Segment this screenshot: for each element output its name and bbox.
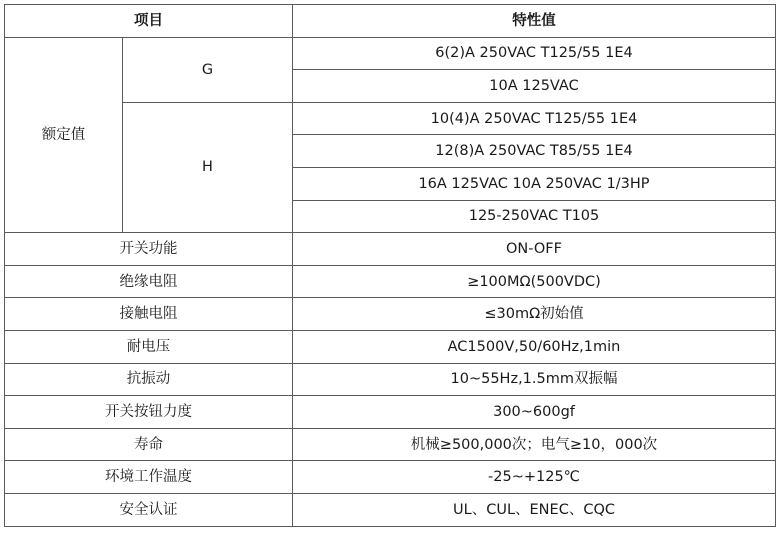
- row-value: AC1500V,50/60Hz,1min: [293, 330, 776, 363]
- row-value: ≤30mΩ初始值: [293, 298, 776, 331]
- rated-h-value: 12(8)A 250VAC T85/55 1E4: [293, 135, 776, 168]
- table-row: [5, 363, 776, 396]
- table-row: [5, 37, 776, 70]
- table-row: [5, 493, 776, 526]
- row-value: 300~600gf: [293, 396, 776, 429]
- row-label: 接触电阻: [5, 298, 293, 331]
- header-item: 项目: [5, 5, 293, 38]
- rated-g-value: 10A 125VAC: [293, 70, 776, 103]
- row-label: 绝缘电阻: [5, 265, 293, 298]
- rated-h-value: 16A 125VAC 10A 250VAC 1/3HP: [293, 167, 776, 200]
- table-row: [5, 265, 776, 298]
- rated-label: 额定值: [5, 37, 123, 233]
- rated-h-value: 125-250VAC T105: [293, 200, 776, 233]
- row-label: 开关按钮力度: [5, 396, 293, 429]
- row-label: 开关功能: [5, 233, 293, 266]
- rated-h-value: 10(4)A 250VAC T125/55 1E4: [293, 102, 776, 135]
- row-label: 寿命: [5, 428, 293, 461]
- header-row: [5, 5, 776, 38]
- table-row: [5, 330, 776, 363]
- table-row: [5, 233, 776, 266]
- table-row: [5, 298, 776, 331]
- rated-h-label: H: [123, 102, 293, 232]
- row-value: 机械≥500,000次；电气≥10，000次: [293, 428, 776, 461]
- row-label: 环境工作温度: [5, 461, 293, 494]
- rated-g-value: 6(2)A 250VAC T125/55 1E4: [293, 37, 776, 70]
- row-value: UL、CUL、ENEC、CQC: [293, 493, 776, 526]
- table-row: [5, 396, 776, 429]
- table-row: [5, 461, 776, 494]
- row-value: ON-OFF: [293, 233, 776, 266]
- header-value: 特性值: [293, 5, 776, 38]
- row-label: 耐电压: [5, 330, 293, 363]
- row-label: 安全认证: [5, 493, 293, 526]
- row-value: -25~+125℃: [293, 461, 776, 494]
- table-row: [5, 428, 776, 461]
- row-value: ≥100MΩ(500VDC): [293, 265, 776, 298]
- row-value: 10~55Hz,1.5mm双振幅: [293, 363, 776, 396]
- rated-g-label: G: [123, 37, 293, 102]
- spec-table: [4, 4, 776, 527]
- row-label: 抗振动: [5, 363, 293, 396]
